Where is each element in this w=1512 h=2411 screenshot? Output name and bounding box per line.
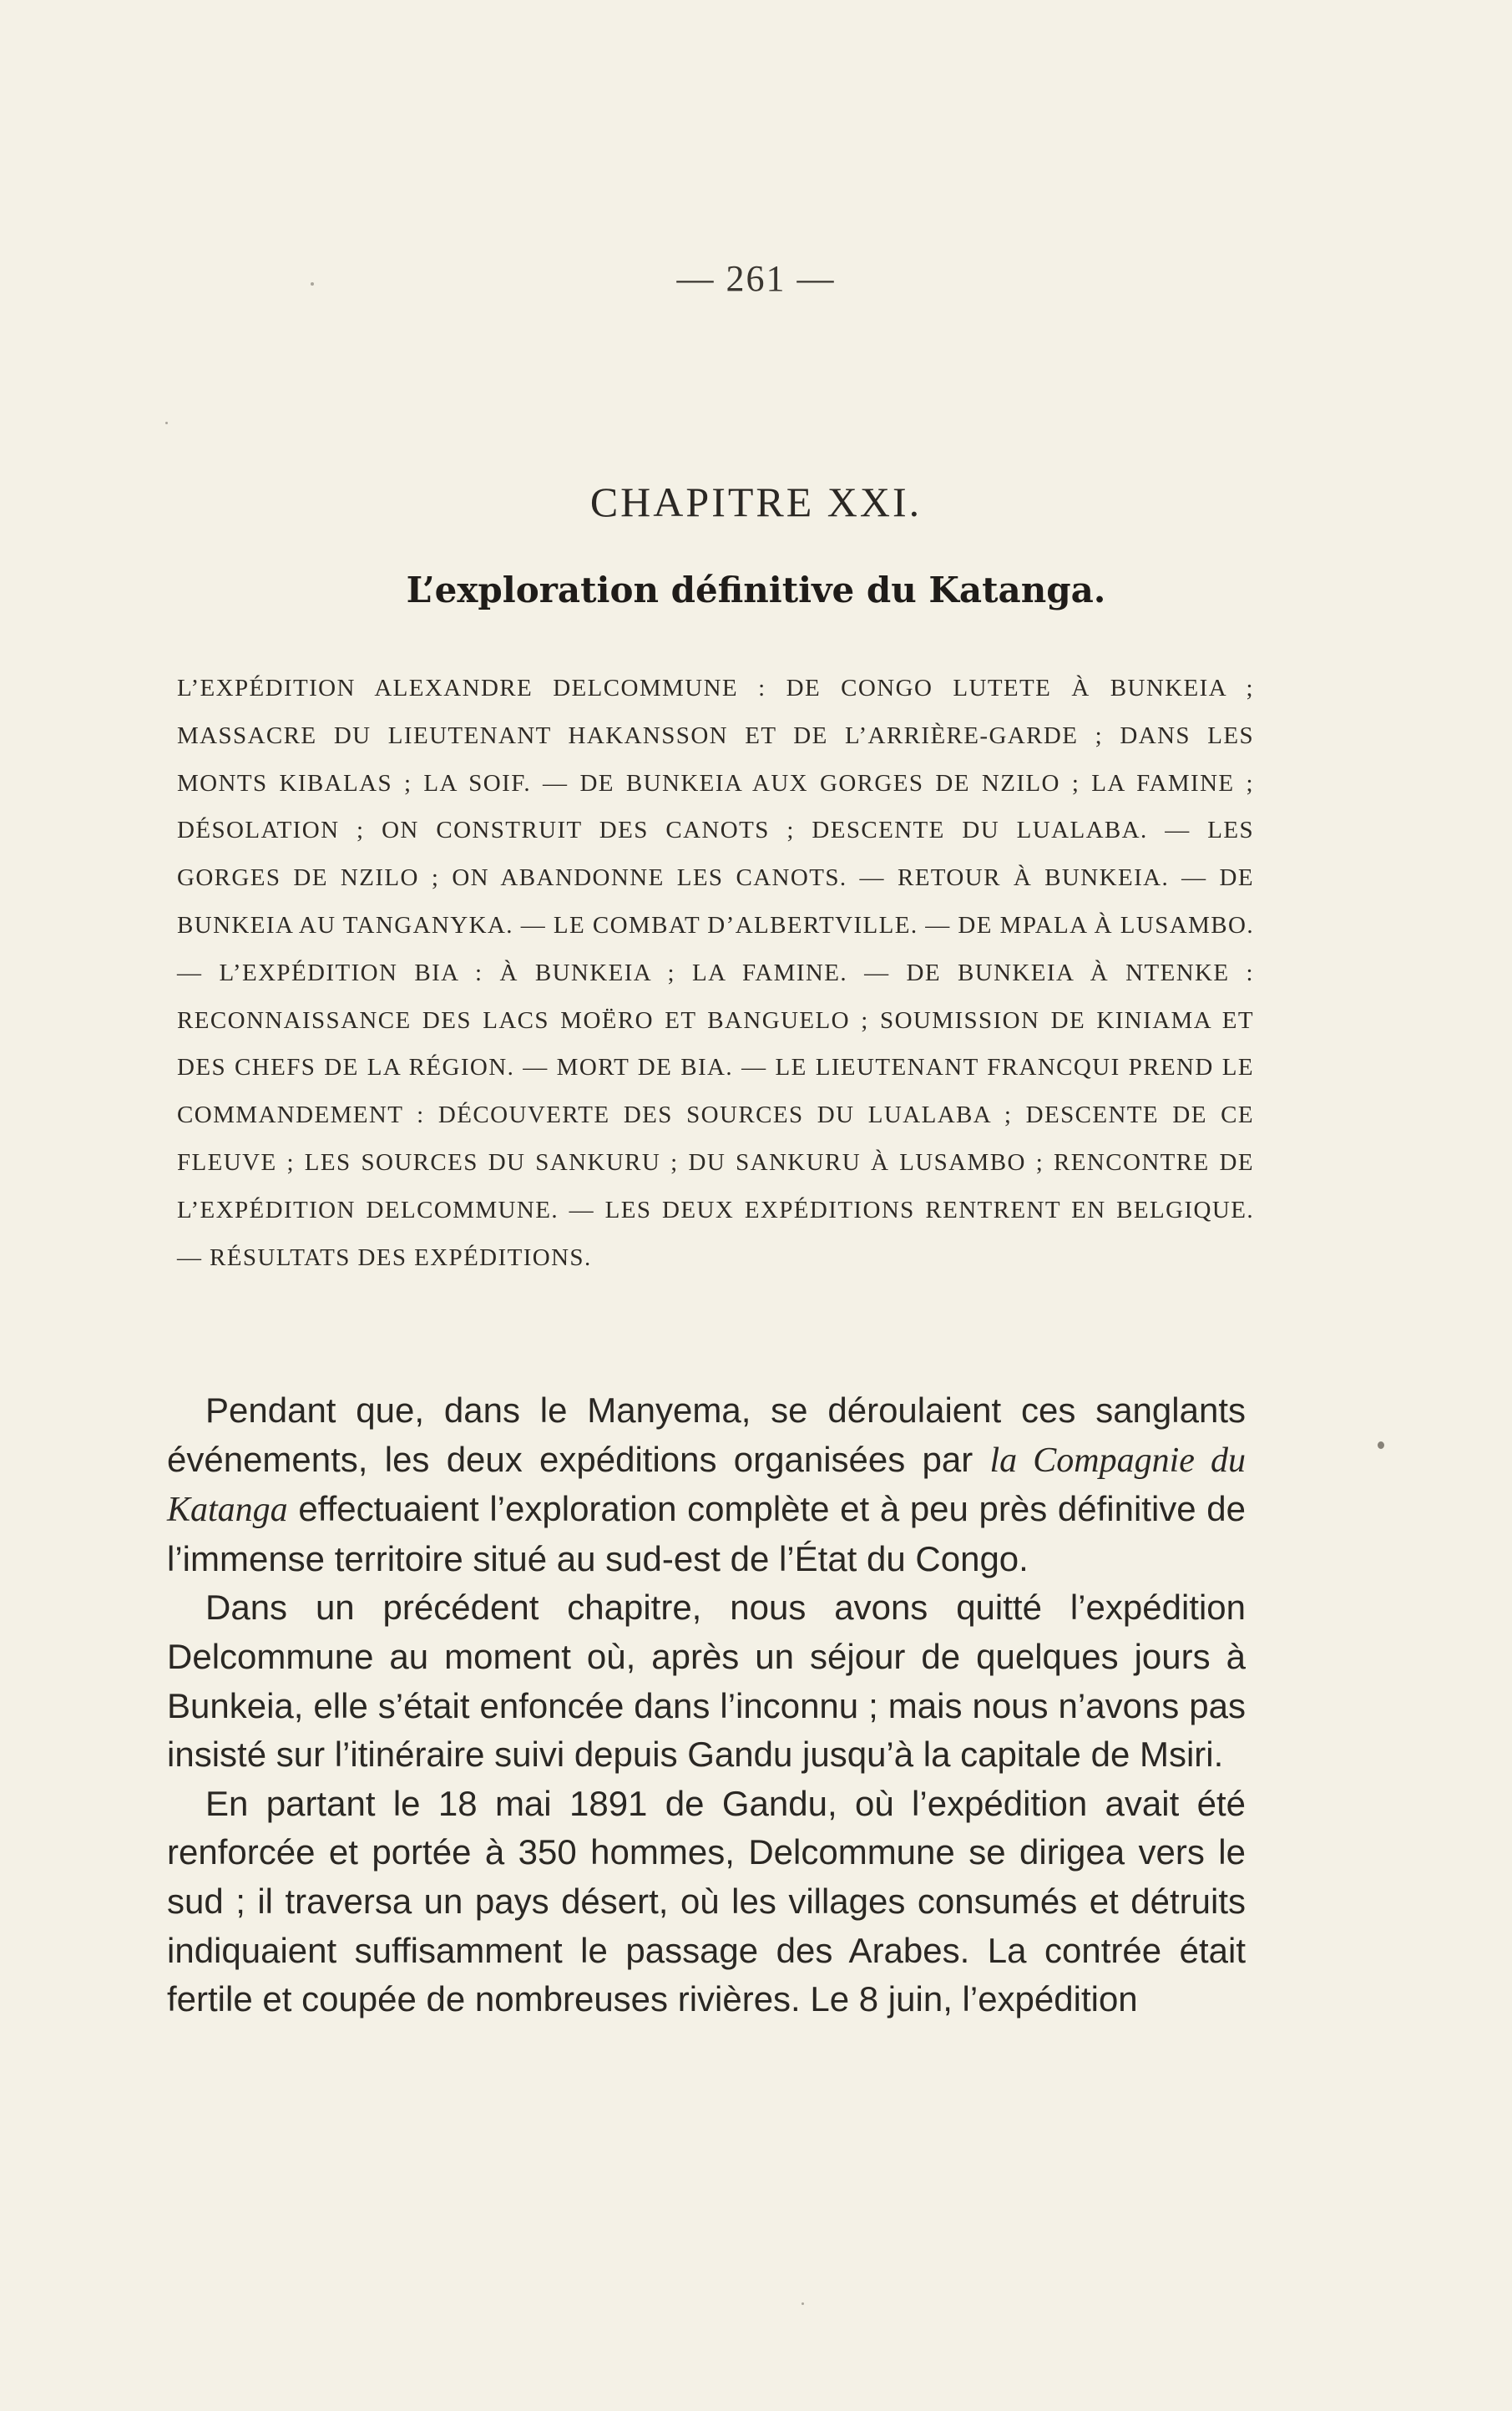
paper-speck xyxy=(311,282,314,286)
paragraph-2: Dans un précédent chapitre, nous avons quitté l’expédition Delcommune au moment où, après un séjour de quelques jours à Bunkeia, elle s’était enfoncée dans l’inconnu ; mais nous n’avons pas insisté sur l’itinéraire suivi depuis Gandu jusqu’à la capitale de Msiri. xyxy=(167,1588,1246,1775)
paragraph-1 xyxy=(167,1386,1246,1583)
paper-speck xyxy=(802,2302,804,2305)
company-name-italic: la Compagnie du Katanga xyxy=(167,1441,1246,1530)
paragraph-1-end: effectuaient l’exploration complète et à peu près définitive de l’immense territoire situé au sud-est de l’État du Congo. xyxy=(167,1489,1246,1578)
paper-speck xyxy=(165,422,168,424)
body-text xyxy=(167,1386,1246,2024)
paper-speck xyxy=(1378,1441,1384,1449)
page-number: — 261 — xyxy=(676,258,836,299)
chapter-summary: L’EXPÉDITION ALEXANDRE DELCOMMUNE : DE CONGO LUTETE À BUNKEIA ; MASSACRE DU LIEUTENANT HAKANSSON ET DE L’ARRIÈRE-GARDE ; DANS LES MONTS KIBALAS ; LA SOIF. — DE BUNKEIA AUX GORGES DE NZILO ; LA FAMINE ; DÉSOLATION ; ON CONSTRUIT DES CANOTS ; DESCENTE DU LUALABA. — LES GORGES DE NZILO ; ON ABANDONNE LES CANOTS. — RETOUR À BUNKEIA. — DE BUNKEIA AU TANGANYKA. — LE COMBAT D’ALBERTVILLE. — DE MPALA À LUSAMBO. — L’EXPÉDITION BIA : À BUNKEIA ; LA FAMINE. — DE BUNKEIA À NTENKE : RECONNAISSANCE DES LACS MOËRO ET BANGUELO ; SOUMISSION DE KINIAMA ET DES CHEFS DE LA RÉGION. — MORT DE BIA. — LE LIEUTENANT FRANCQUI PREND LE COMMANDEMENT : DÉCOUVERTE DES SOURCES DU LUALABA ; DESCENTE DE CE FLEUVE ; LES SOURCES DU SANKURU ; DU SANKURU À LUSAMBO ; RENCONTRE DE L’EXPÉDITION DELCOMMUNE. — LES DEUX EXPÉDITIONS RENTRENT EN BELGIQUE. — RÉSULTATS DES EXPÉDITIONS. xyxy=(177,675,1254,1271)
paragraph-1-start: Pendant que, dans le Manyema, se déroulaient ces sanglants événements, les deux expéditions organisées par xyxy=(167,1390,1246,1479)
chapter-subtitle: L’exploration définitive du Katanga. xyxy=(406,570,1106,610)
paragraph-3: En partant le 18 mai 1891 de Gandu, où l’expédition avait été renforcée et portée à 350 hommes, Delcommune se dirigea vers le sud ; il traversa un pays désert, où les villages consumés et détruits indiquaient suffisamment le passage des Arabes. La contrée était fertile et coupée de nombreuses rivières. Le 8 juin, l’expédition xyxy=(167,1783,1246,2019)
chapter-title: CHAPITRE XXI. xyxy=(589,479,923,525)
